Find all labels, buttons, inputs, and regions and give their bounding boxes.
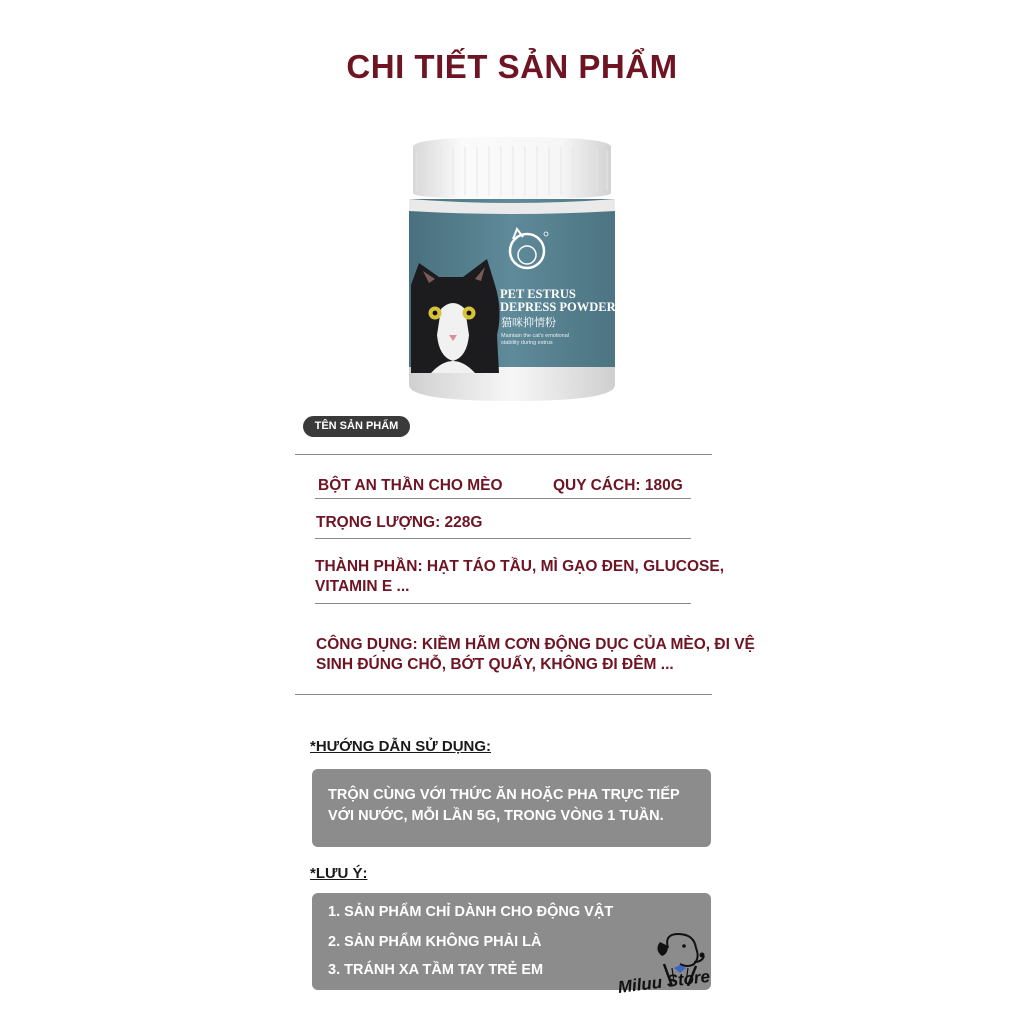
- ingredients-line-2: VITAMIN E ...: [315, 578, 410, 595]
- jar-label-desc-2: stability during estrus: [501, 340, 553, 346]
- jar-label-cn: 猫咪抑情粉: [501, 316, 556, 329]
- uses-line-1: CÔNG DỤNG: KIỀM HÃM CƠN ĐỘNG DỤC CỦA MÈO, ĐI VỆ: [316, 636, 755, 653]
- uses-line-2: SINH ĐÚNG CHỖ, BỚT QUẤY, KHÔNG ĐI ĐÊM ...: [316, 656, 674, 673]
- product-name-value: BỘT AN THẦN CHO MÈO: [318, 477, 503, 494]
- note-item: 1. SẢN PHẨM CHỈ DÀNH CHO ĐỘNG VẬT: [328, 904, 614, 920]
- jar-label-desc-1: Maintain the cat's emotional: [501, 333, 570, 339]
- note-item: 2. SẢN PHẨM KHÔNG PHẢI LÀ: [328, 934, 542, 950]
- weight-value: TRỌNG LƯỢNG: 228G: [316, 514, 483, 531]
- notes-heading: *LƯU Ý:: [310, 865, 368, 882]
- brand-logo-text: Miluu Store: [616, 966, 711, 997]
- usage-box: [312, 769, 711, 847]
- divider: [315, 498, 691, 499]
- package-value: QUY CÁCH: 180G: [553, 477, 683, 494]
- divider: [295, 454, 712, 455]
- note-item: 3. TRÁNH XA TẦM TAY TRẺ EM: [328, 962, 544, 978]
- jar-cap: [413, 137, 611, 199]
- product-name-pill: TÊN SẢN PHẨM: [303, 416, 410, 437]
- ingredients-line-1: THÀNH PHẦN: HẠT TÁO TẦU, MÌ GẠO ĐEN, GLUCOSE,: [315, 558, 725, 575]
- page-title: CHI TIẾT SẢN PHẨM: [346, 48, 678, 85]
- jar-label-en-2: DEPRESS POWDER: [500, 300, 616, 314]
- usage-line-1: TRỘN CÙNG VỚI THỨC ĂN HOẶC PHA TRỰC TIẾP: [328, 787, 680, 803]
- usage-heading: *HƯỚNG DẪN SỬ DỤNG:: [310, 738, 492, 755]
- jar-label-en-1: PET ESTRUS: [500, 287, 576, 301]
- divider: [295, 694, 712, 695]
- divider: [315, 538, 691, 539]
- divider: [315, 603, 691, 604]
- usage-line-2: VỚI NƯỚC, MỖI LẦN 5G, TRONG VÒNG 1 TUẦN.: [328, 808, 664, 824]
- product-image: [405, 135, 619, 405]
